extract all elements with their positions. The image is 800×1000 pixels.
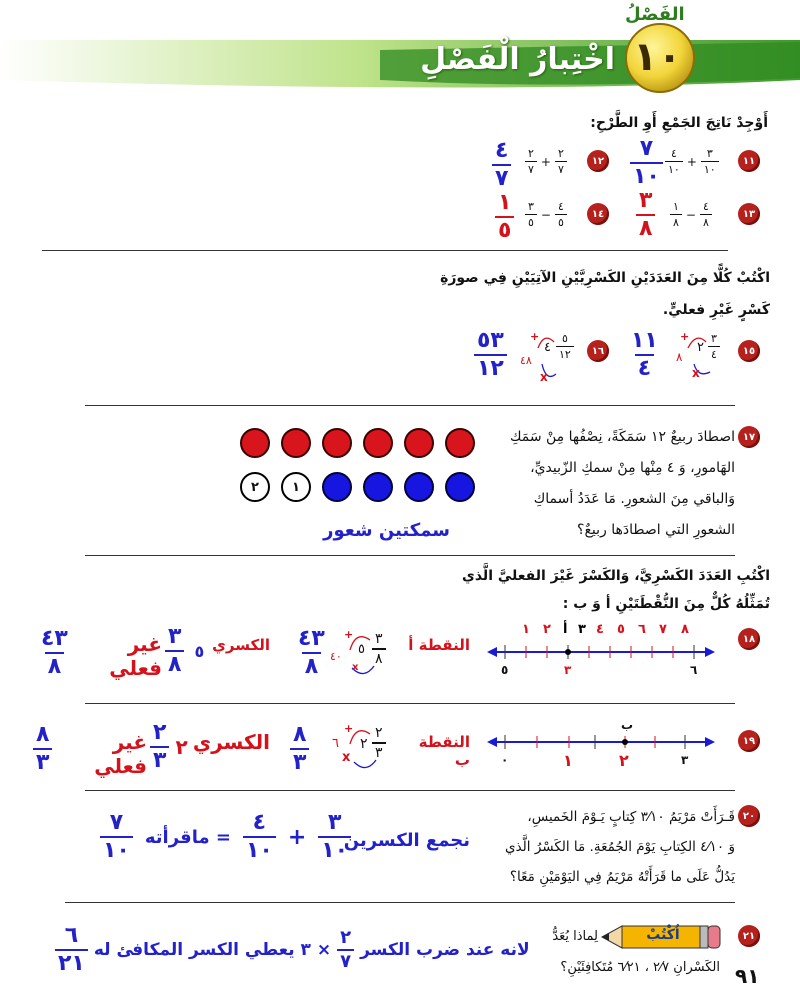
answer-13: ٣ ٨: [636, 190, 655, 240]
question-number-18: ١٨: [738, 628, 760, 650]
chapter-number: ١٠: [633, 34, 682, 80]
blue-circle: [445, 472, 475, 502]
answer-14: ١ ٥: [495, 192, 514, 242]
answer-21-result: $\frac{٦}{٢١}$: [55, 925, 88, 975]
work-19-improper: ٨ ٣: [290, 724, 309, 774]
answer-20-result: $\frac{٧}{١٠}$: [100, 812, 133, 862]
blue-fish-row: [240, 472, 475, 502]
section1-instruction: أَوْجِدْ نَاتِجَ الجَمْعِ أَوِ الطَّرْحِ:: [590, 115, 768, 131]
page-number: ٩١: [735, 964, 760, 988]
work-18-improper: ٤٣ ٨: [298, 626, 325, 679]
blue-circle: [404, 472, 434, 502]
red-circle: [404, 428, 434, 458]
work-15: + ٢ ٣ ٤ ٨ x: [676, 330, 731, 380]
answer-20-text: نجمع الكسرين: [343, 830, 470, 851]
improper-label-18: غير فعلي: [109, 632, 162, 680]
expression-14: $\frac{٣}{٥}$ − $\frac{٤}{٥}$: [525, 201, 567, 228]
red-circle: [322, 428, 352, 458]
red-circle: [445, 428, 475, 458]
answer-18-improper: ٤٣ ٨: [41, 626, 68, 679]
mixed-label-19: الكسري: [192, 730, 270, 754]
mixed-label-18: الكسري: [212, 636, 270, 654]
number-line-b: ب ٣ ٢ ١ ٠: [485, 718, 717, 773]
answer-11: ٧ ١٠: [630, 138, 663, 188]
divider: [85, 703, 735, 704]
expression-13: $\frac{١}{٨}$ − $\frac{٤}{٨}$: [670, 201, 712, 228]
divider: [85, 555, 735, 556]
mixed-19: $\frac{٢}{٣}$ ٢: [150, 722, 188, 772]
white-circle: ١: [281, 472, 311, 502]
red-circle: [240, 428, 270, 458]
divider: [85, 405, 735, 406]
chapter-title: اخْتِبارُ الْفَصْلِ: [420, 42, 615, 77]
answer-20-equation: $\frac{٧}{١٠}$ = ماقرأته $\frac{٤}{١٠}$ + $\frac{٣}{١٠}$: [100, 812, 351, 862]
question-number-21: ٢١: [738, 925, 760, 947]
chapter-label: الفَصْلُ: [625, 4, 685, 25]
question-21-line1: لِماذا يُعَدُّ: [552, 929, 598, 944]
question-number-15: ١٥: [738, 340, 760, 362]
work-19: + ٢ ٢ ٣ ٦ x: [330, 722, 398, 774]
mixed-18: $\frac{٣}{٨}$ ٥: [165, 626, 204, 676]
question-number-19: ١٩: [738, 730, 760, 752]
red-circle: [363, 428, 393, 458]
answer-19-improper: ٨ ٣: [33, 724, 52, 774]
question-17-text: اصطادَ ربيعٌ ١٢ سَمَكَةً، نِصْفُها مِنْ سَمَكِ الهَامورِ، وَ ٤ مِنْها مِنْ سمكِ الزّبيديِّ، وَالباقي مِنَ الشعورِ. مَا عَدَدُ أسماكِ الشعورِ التي اصطادَها ربيعٌ؟: [509, 429, 735, 538]
question-number-14: ١٤: [587, 203, 609, 225]
question-number-17: ١٧: [738, 426, 760, 448]
blue-circle: [322, 472, 352, 502]
improper-label-19: غير فعلي: [94, 730, 147, 778]
red-circle: [281, 428, 311, 458]
number-line-a: ٨ ٧ ٦ ٥ ٤ ٣ أ ٢ ١ ٦ ٣ ٥: [485, 620, 717, 680]
point-b-label: النقطة ب: [418, 733, 470, 769]
section3-instruction-line2: تُمَثِّلُهُ كُلٌّ مِنَ النُّقْطَتَيْنِ أ وَ ب :: [562, 596, 770, 612]
question-number-20: ٢٠: [738, 805, 760, 827]
work-18: + ٥ ٣ ٨ ٤٠ x: [330, 628, 398, 680]
blue-circle: [363, 472, 393, 502]
question-number-13: ١٣: [738, 203, 760, 225]
question-number-11: ١١: [738, 150, 760, 172]
divider: [65, 902, 735, 903]
question-20-text: قَـرَأَتْ مَرْيَمُ ٣⁄١٠ كِتابٍ يَـوْمَ الخَميسِ، وَ ٤⁄١٠ الكِتابِ يَوْمَ الجُمُعَةِ. مَا الكَسْرُ الَّذي يَدُلُّ عَلَى ما قَرَأَتْهُ مَرْيَمُ فِي اليَوْمَيْنِ مَعًا؟: [505, 809, 735, 885]
answer-12: ٤ ٧: [492, 140, 511, 190]
divider: [85, 790, 735, 791]
expression-12: $\frac{٢}{٧}$ + $\frac{٢}{٧}$: [525, 148, 567, 175]
write-badge-label: اُكْتُبْ: [646, 927, 680, 943]
chapter-header: [0, 0, 800, 95]
expression-11: $\frac{٤}{١٠}$ + $\frac{٣}{١٠}$: [665, 148, 719, 175]
section2-instruction-line2: كَسْرٍ غَيْرِ فعليٍّ.: [662, 302, 770, 318]
white-circle: ٢: [240, 472, 270, 502]
point-a-label: النقطة أ: [408, 636, 470, 654]
section3-instruction-line1: اكْتُبِ العَدَدَ الكَسْرِيَّ، وَالكَسْرَ غَيْرَ الفعليَّ الَّذي: [462, 568, 770, 584]
section2-instruction-line1: اكْتُبْ كُلًّا مِنَ العَدَدَيْنِ الكَسْرِيَّيْنِ الآتِيَيْنِ فِي صورَةِ: [440, 270, 770, 286]
question-number-12: ١٢: [587, 150, 609, 172]
answer-21: $\frac{٦}{٢١}$ × ٣ يعطي الكسر المكافئ له $\frac{٢}{٧}$ لانه عند ضرب الكسر: [55, 925, 530, 975]
point-b-marker: ب: [621, 718, 634, 732]
question-number-16: ١٦: [587, 340, 609, 362]
answer-16: ٥٣ ١٢: [474, 330, 507, 380]
answer-15: ١١ ٤: [631, 328, 658, 381]
divider: [42, 250, 728, 251]
work-16: + ٤ ٥ ١٢ ٤٨ x: [520, 330, 580, 385]
answer-17: سمكتين شعور: [323, 520, 450, 541]
pencil-write-badge: [600, 920, 722, 954]
question-21-line2: الكَسْرانِ ٢⁄٧ ، ٦⁄٢١ مُتَكافِئَيْنِ؟: [560, 960, 720, 975]
red-fish-row: [240, 428, 475, 458]
